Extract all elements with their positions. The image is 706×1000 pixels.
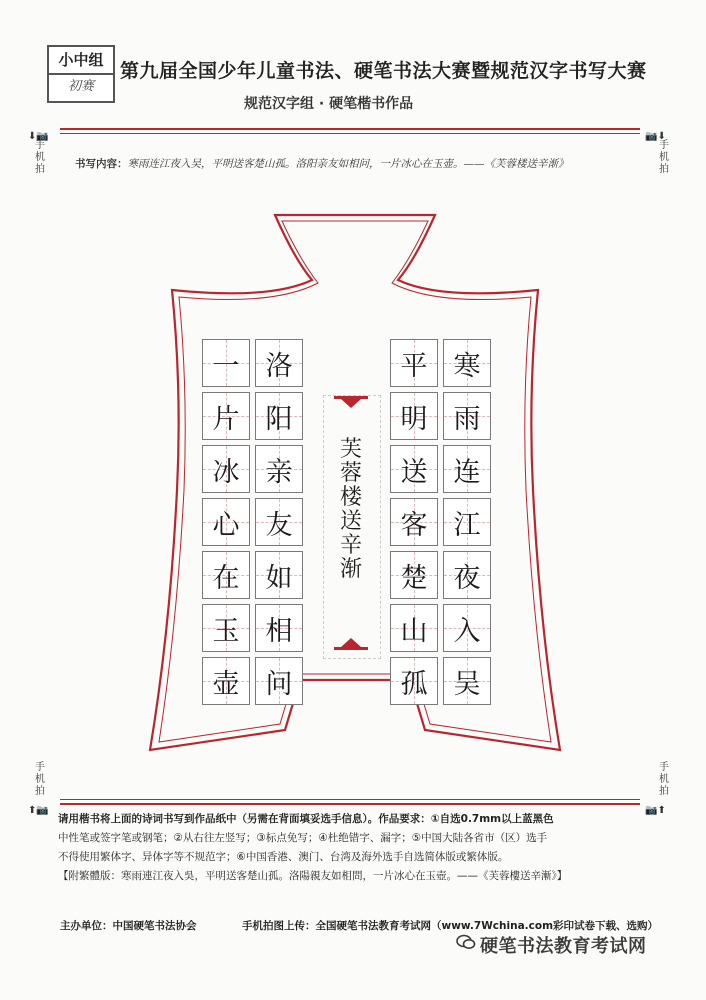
- download-arrow-icon: ⬇: [657, 131, 666, 142]
- top-left-side-label: 手机拍: [35, 140, 45, 175]
- poem-cell[interactable]: 如: [255, 551, 303, 599]
- poem-cell[interactable]: 吴: [443, 657, 491, 705]
- poem-cell[interactable]: 在: [202, 551, 250, 599]
- poem-cell[interactable]: 壶: [202, 657, 250, 705]
- bottom-left-camera-mark: [28, 798, 49, 817]
- wechat-icon: [456, 934, 476, 950]
- content-text: 寒雨连江夜入吴，平明送客楚山孤。洛阳亲友如相问，一片冰心在玉壶。——《芙蓉楼送辛渐》: [127, 158, 569, 170]
- stage-label: 初赛: [67, 79, 94, 94]
- instructions-line-1: 请用楷书将上面的诗词书写到作品纸中（另需在背面填妥选手信息）。作品要求：①自选0.7mm以上蓝黑色: [58, 813, 554, 825]
- poem-cell[interactable]: 连: [443, 445, 491, 493]
- top-divider: [60, 128, 640, 130]
- writing-content: [75, 156, 569, 171]
- poem-cell[interactable]: 入: [443, 604, 491, 652]
- organizer: 主办单位：中国硬笔书法协会: [60, 920, 197, 932]
- instructions-line-2: 中性笔或签字笔或钢笔；②从右往左竖写；③标点免写；④杜绝错字、漏字；⑤中国大陆各省市（区）选手: [58, 832, 548, 844]
- group-label: 小中组: [49, 47, 113, 75]
- poem-cell[interactable]: 友: [255, 498, 303, 546]
- poem-grid-left: [202, 339, 303, 705]
- camera-icon: 📷: [645, 805, 658, 816]
- poem-cell[interactable]: 客: [390, 498, 438, 546]
- poem-cell[interactable]: 寒: [443, 339, 491, 387]
- poem-cell[interactable]: 一: [202, 339, 250, 387]
- poem-title-vertical: 芙 蓉 楼 送 辛 渐: [339, 437, 362, 582]
- upload-info: 手机拍图上传：全国硬笔书法教育考试网（www.7Wchina.com彩印试卷下载、选购）: [242, 920, 659, 932]
- camera-icon: 📷: [645, 131, 658, 142]
- poem-cell[interactable]: 楚: [390, 551, 438, 599]
- poem-cell[interactable]: 明: [390, 392, 438, 440]
- poem-cell[interactable]: 玉: [202, 604, 250, 652]
- poem-cell[interactable]: 夜: [443, 551, 491, 599]
- poem-cell[interactable]: 问: [255, 657, 303, 705]
- top-right-side-label: 手机拍: [659, 140, 669, 175]
- poem-cell[interactable]: 相: [255, 604, 303, 652]
- group-badge: [47, 45, 115, 103]
- poem-cell[interactable]: 阳: [255, 392, 303, 440]
- poem-cell[interactable]: 送: [390, 445, 438, 493]
- poem-grid-right: [390, 339, 491, 705]
- poem-cell[interactable]: 心: [202, 498, 250, 546]
- title-top-marker: [334, 396, 368, 410]
- poem-cell[interactable]: 雨: [443, 392, 491, 440]
- bottom-left-side-label: 手机拍: [35, 762, 45, 797]
- instructions-line-3: 不得使用繁体字、异体字等不规范字；⑥中国香港、澳门、台湾及海外选手自选简体版或繁体版。: [58, 851, 509, 863]
- upload-arrow-icon: ⬆: [28, 805, 37, 816]
- camera-icon: 📷: [36, 131, 49, 142]
- poem-cell[interactable]: 孤: [390, 657, 438, 705]
- bottom-divider: [60, 803, 640, 805]
- poem-cell[interactable]: 山: [390, 604, 438, 652]
- poem-cell[interactable]: 洛: [255, 339, 303, 387]
- page-subtitle: 规范汉字组 · 硬笔楷书作品: [244, 96, 414, 112]
- instructions-line-4: 【附繁體版：寒雨連江夜入吳，平明送客楚山孤。洛陽親友如相問，一片冰心在玉壺。——《芙蓉樓送辛漸》】: [58, 870, 568, 882]
- bottom-right-side-label: 手机拍: [659, 762, 669, 797]
- poem-cell[interactable]: 江: [443, 498, 491, 546]
- poem-cell[interactable]: 亲: [255, 445, 303, 493]
- title-bottom-marker: [334, 636, 368, 650]
- top-divider-thin: [60, 133, 640, 134]
- poem-cell[interactable]: 片: [202, 392, 250, 440]
- instructions: [58, 810, 658, 886]
- upload-arrow-icon: ⬆: [657, 805, 666, 816]
- bottom-divider-thin: [60, 799, 640, 800]
- content-label: 书写内容：: [75, 158, 128, 170]
- poem-cell[interactable]: 平: [390, 339, 438, 387]
- watermark: 硬笔书法教育考试网: [480, 936, 647, 957]
- poem-cell[interactable]: 冰: [202, 445, 250, 493]
- download-arrow-icon: ⬇: [28, 131, 37, 142]
- page-title: 第九届全国少年儿童书法、硬笔书法大赛暨规范汉字书写大赛: [120, 60, 647, 82]
- camera-icon: 📷: [36, 805, 49, 816]
